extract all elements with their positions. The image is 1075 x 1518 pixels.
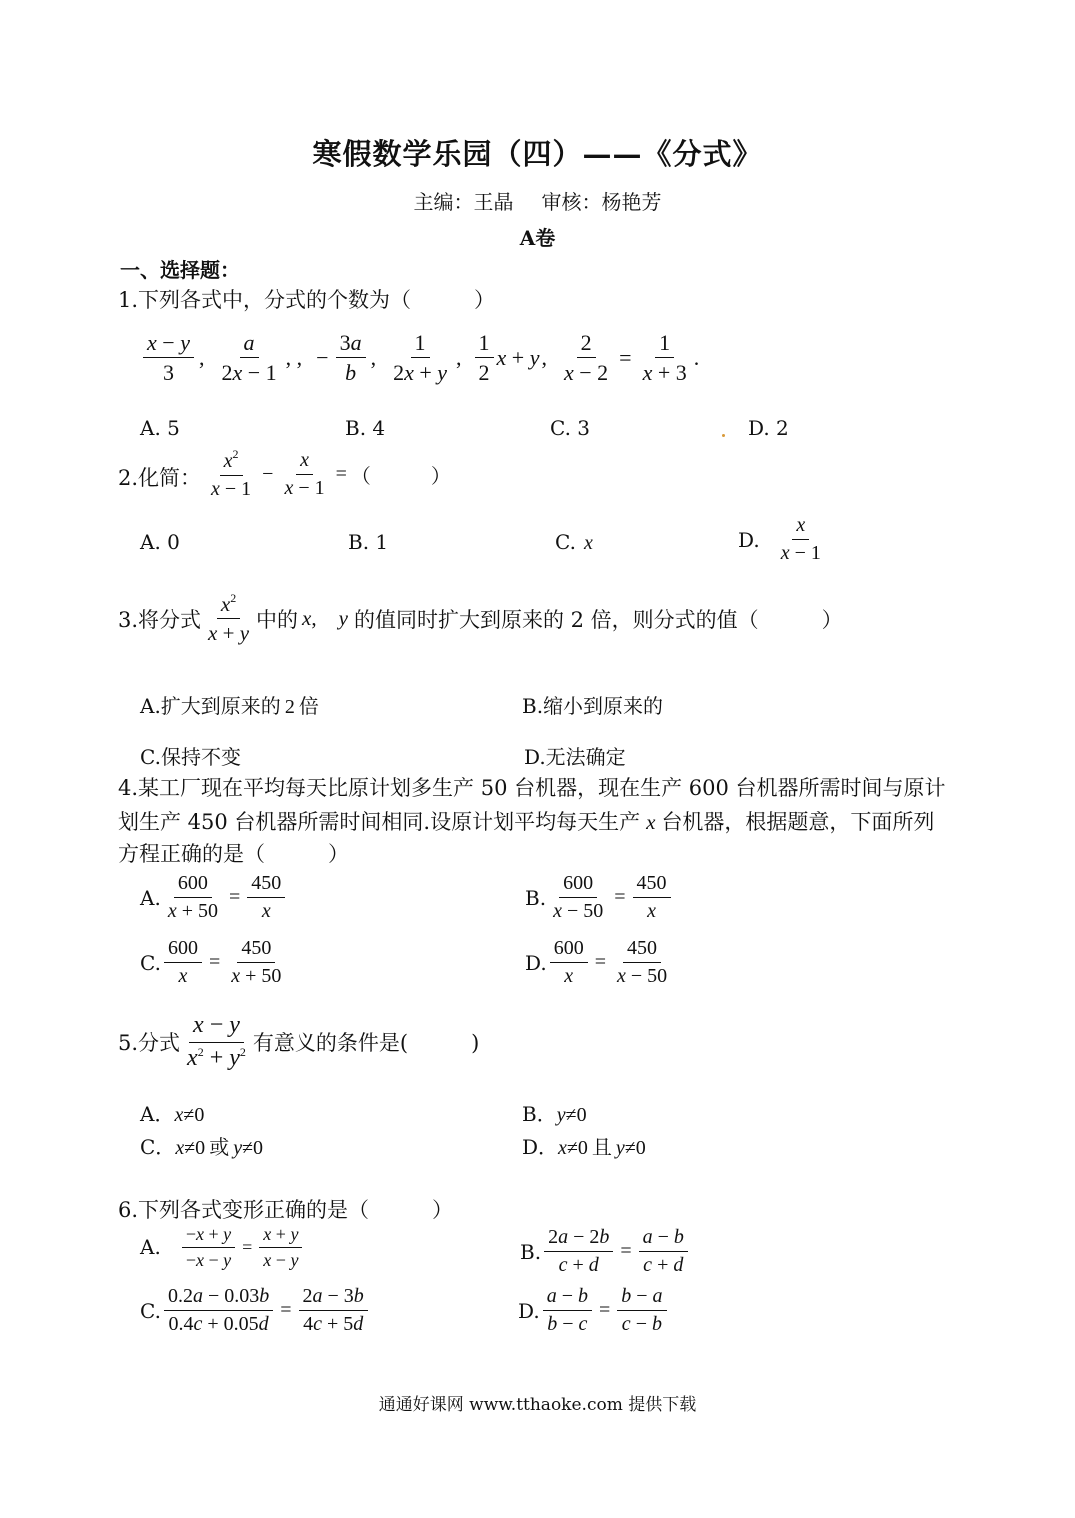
q1-option-d[interactable]: D. 2 [748, 416, 789, 440]
expr-frac: $\frac{600}{x}$ [164, 937, 202, 988]
expr-frac: $\frac{600}{x - 50}$ [553, 872, 604, 922]
expr-frac: $\frac{1}{2x + y}$ [393, 330, 448, 386]
reviewer-name: 审核：杨艳芳 [541, 190, 662, 214]
question-4-line-2: 划生产 450 台机器所需时间相同.设原计划平均每天生产 x 台机器，根据题意，下面所列 [118, 810, 935, 834]
question-1-stem: 1.下列各式中，分式的个数为（ ） [118, 288, 496, 312]
q3-option-d[interactable]: D.无法确定 [524, 745, 626, 769]
expr-frac: $\frac{450}{x + 50}$ [231, 937, 282, 987]
q4-option-c[interactable]: C. $\frac{600}{x}$ = $\frac{450}{x + 50}$ [140, 937, 288, 988]
expr-frac: $\frac{600}{x}$ [550, 937, 588, 988]
q1-option-b[interactable]: B. 4 [345, 416, 386, 440]
q1-option-a[interactable]: A. 5 [140, 416, 180, 440]
question-1-expressions: $\frac{x - y}{3}$ , $\frac{a}{2x - 1}$ , , − $\frac{3a}{b}$ , $\frac{1}{2x + y}$ , $\frac{1}{2}$ x + y , $\frac{2}{x - 2}$ = $\frac{1}{x + 3}$ . [140, 330, 699, 386]
expr-frac: $\frac{x - y}{3}$ [143, 330, 194, 386]
paper-label: A卷 [519, 226, 556, 250]
expr-frac: $\frac{a}{2x - 1}$ [221, 330, 277, 386]
q6-option-b[interactable]: B. $\frac{2a - 2b}{c + d}$ = $\frac{a - b}{c + d}$ [520, 1226, 691, 1277]
expr-frac: $\frac{450}{x}$ [633, 872, 671, 923]
expr-frac: $\frac{1}{x + 3}$ [642, 330, 687, 386]
expr-frac: $\frac{x}{x - 1}$ [284, 449, 325, 499]
q2-option-c[interactable]: C. x [555, 530, 593, 554]
q4-option-a[interactable]: A. $\frac{600}{x + 50}$ = $\frac{450}{x}$ [140, 872, 288, 923]
stray-dot [722, 434, 725, 437]
page-footer: 通通好课网 www.tthaoke.com 提供下载 [378, 1395, 697, 1415]
expr-frac: $\frac{a - b}{c + d}$ [639, 1226, 688, 1277]
question-2-stem: 2.化简： [118, 466, 202, 490]
q3-option-a[interactable]: A.扩大到原来的 2 倍 [140, 694, 319, 718]
q2-option-b[interactable]: B. 1 [348, 530, 389, 554]
expr-frac: $\frac{x + y}{x - y}$ [259, 1224, 302, 1270]
q4-option-b[interactable]: B. $\frac{600}{x - 50}$ = $\frac{450}{x}$ [525, 872, 674, 923]
q5-option-a[interactable]: A． x ≠0 [140, 1102, 205, 1126]
q4-option-d[interactable]: D. $\frac{600}{x}$ = $\frac{450}{x - 50}$ [525, 937, 674, 988]
q3-option-c[interactable]: C.保持不变 [140, 745, 241, 769]
q6-option-c[interactable]: C. $\frac{0.2a - 0.03b}{0.4c + 0.05d}$ = $\frac{2a - 3b}{4c + 5d}$ [140, 1285, 371, 1336]
q3-option-b[interactable]: B.缩小到原来的 [522, 694, 664, 718]
expr-frac: $\frac{3a}{b}$ [336, 330, 366, 386]
page-title: 寒假数学乐园（四）——《分式》 [312, 137, 763, 171]
q5-option-c[interactable]: C． x ≠0 或 y ≠0 [140, 1135, 264, 1159]
editor-name: 主编：王晶 [413, 190, 514, 214]
expr-frac: $\frac{1}{2}$ [475, 330, 494, 386]
q1-option-c[interactable]: C. 3 [550, 416, 591, 440]
expr-frac: $\frac{0.2a - 0.03b}{0.4c + 0.05d}$ [164, 1285, 273, 1336]
question-2-expression: $\frac{x^2}{x - 1}$ − $\frac{x}{x - 1}$ = （ ） [204, 448, 451, 501]
editors-line [0, 186, 1075, 215]
expr-frac: $\frac{2a - 2b}{c + d}$ [544, 1226, 613, 1277]
expr-frac: $\frac{b - a}{c - b}$ [617, 1285, 666, 1336]
section-heading: 一、选择题： [120, 258, 240, 282]
expr-frac: $\frac{x^2}{x - 1}$ [211, 447, 252, 500]
expr-frac: $\frac{a - b}{b - c}$ [543, 1285, 592, 1336]
question-5-stem: 5.分式 $\frac{x - y}{x^2 + y^2}$ 有意义的条件是( ) [118, 1012, 480, 1071]
q6-option-d[interactable]: D. $\frac{a - b}{b - c}$ = $\frac{b - a}{c - b}$ [518, 1285, 670, 1336]
q5-option-b[interactable]: B． y ≠0 [522, 1102, 587, 1126]
q5-option-d[interactable]: D． x ≠0 且 y ≠0 [522, 1135, 646, 1159]
expr-frac: $\frac{2a - 3b}{4c + 5d}$ [299, 1285, 368, 1336]
question-3-stem: 3.将分式 $\frac{x^2}{x + y}$ 中的 x , y 的值同时扩大到原来的 2 倍，则分式的值（ ） [118, 591, 843, 646]
q2-option-d[interactable]: D. $\frac{x}{x - 1}$ [738, 514, 828, 565]
question-4-line-1: 4.某工厂现在平均每天比原计划多生产 50 台机器，现在生产 600 台机器所需时间与原计 [118, 776, 946, 800]
expr-frac: $\frac{600}{x + 50}$ [167, 872, 218, 922]
expr-frac: $\frac{x - y}{x^2 + y^2}$ [187, 1012, 246, 1071]
expr-frac: $\frac{450}{x}$ [247, 872, 285, 923]
question-6-stem: 6.下列各式变形正确的是（ ） [118, 1198, 454, 1222]
expr-frac: $\frac{450}{x - 50}$ [616, 937, 668, 987]
expr-frac: $\frac{x}{x - 1}$ [780, 514, 821, 564]
expr-frac: $\frac{x^2}{x + y}$ [208, 591, 250, 646]
question-4-line-3: 方程正确的是（ ） [118, 842, 349, 866]
q2-option-a[interactable]: A. 0 [140, 530, 180, 554]
q6-option-a[interactable]: A. $\frac{-x + y}{-x - y}$ = $\frac{x + y}{x - y}$ [140, 1224, 305, 1270]
expr-frac: $\frac{2}{x - 2}$ [563, 330, 609, 386]
expr-frac: $\frac{-x + y}{-x - y}$ [182, 1224, 235, 1270]
